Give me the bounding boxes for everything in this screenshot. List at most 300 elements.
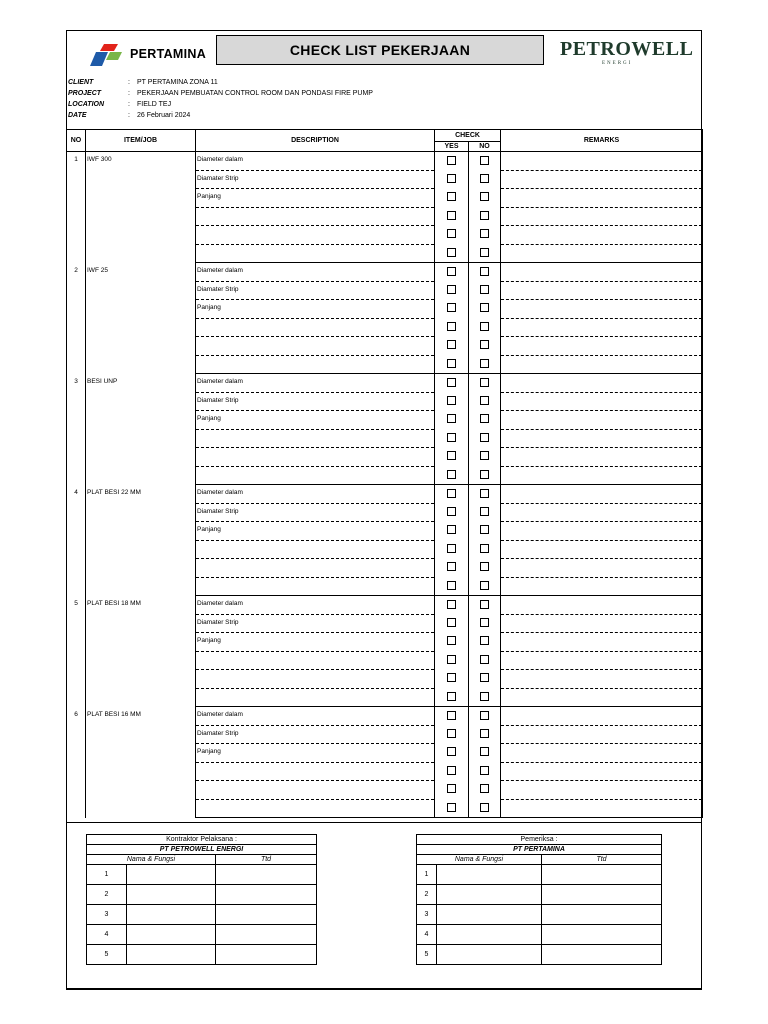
checkbox-no[interactable] bbox=[480, 285, 489, 294]
signature-table-inspector bbox=[416, 834, 662, 965]
item-job-text: PLAT BESI 18 MM bbox=[87, 599, 141, 607]
check-no-cell bbox=[469, 429, 501, 448]
description-cell[interactable] bbox=[196, 651, 435, 670]
check-yes-cell bbox=[435, 429, 469, 448]
check-no-cell bbox=[469, 485, 501, 504]
check-no-cell bbox=[469, 744, 501, 763]
check-no-cell bbox=[469, 688, 501, 707]
remarks-cell[interactable] bbox=[501, 485, 703, 504]
description-cell[interactable] bbox=[196, 189, 435, 208]
check-no-cell bbox=[469, 355, 501, 374]
check-no-cell bbox=[469, 152, 501, 171]
description-cell[interactable] bbox=[196, 762, 435, 781]
description-text: Diamater Strip bbox=[197, 174, 239, 182]
checklist-row bbox=[67, 485, 703, 504]
name-field[interactable] bbox=[127, 925, 216, 945]
info-value: 26 Februari 2024 bbox=[137, 112, 191, 119]
item-number bbox=[67, 152, 86, 263]
description-cell[interactable] bbox=[196, 318, 435, 337]
description-text bbox=[196, 226, 434, 230]
check-yes-cell bbox=[435, 374, 469, 393]
remarks-cell[interactable] bbox=[501, 559, 703, 578]
checkbox-no[interactable] bbox=[480, 562, 489, 571]
check-no-cell bbox=[469, 503, 501, 522]
check-yes-cell bbox=[435, 762, 469, 781]
checkbox-yes[interactable] bbox=[447, 414, 456, 423]
description-text: Diamater Strip bbox=[197, 618, 239, 626]
description-cell[interactable] bbox=[196, 670, 435, 689]
checkbox-no[interactable] bbox=[480, 211, 489, 220]
checkbox-yes[interactable] bbox=[447, 803, 456, 812]
check-no-cell bbox=[469, 281, 501, 300]
check-yes-cell bbox=[435, 207, 469, 226]
check-no-cell bbox=[469, 522, 501, 541]
item-job bbox=[86, 596, 196, 707]
remarks-cell[interactable] bbox=[501, 374, 703, 393]
description-text: Diamater Strip bbox=[197, 285, 239, 293]
remarks-cell[interactable] bbox=[501, 633, 703, 652]
checkbox-no[interactable] bbox=[480, 340, 489, 349]
checkbox-no[interactable] bbox=[480, 544, 489, 553]
description-text bbox=[196, 689, 434, 693]
signature-row-number: 5 bbox=[87, 945, 127, 965]
checkbox-no[interactable] bbox=[480, 747, 489, 756]
checklist-body bbox=[67, 152, 703, 818]
name-field[interactable] bbox=[127, 945, 216, 965]
name-field[interactable] bbox=[437, 925, 542, 945]
item-number-text: 6 bbox=[74, 710, 78, 718]
signature-field[interactable] bbox=[216, 905, 317, 925]
signature-field[interactable] bbox=[542, 945, 662, 965]
checkbox-no[interactable] bbox=[480, 433, 489, 442]
signature-field[interactable] bbox=[542, 865, 662, 885]
checkbox-yes[interactable] bbox=[447, 729, 456, 738]
item-job-text: IWF 25 bbox=[87, 266, 108, 274]
check-no-cell bbox=[469, 707, 501, 726]
check-yes-cell bbox=[435, 411, 469, 430]
remarks-cell[interactable] bbox=[501, 189, 703, 208]
item-number bbox=[67, 596, 86, 707]
checkbox-no[interactable] bbox=[480, 229, 489, 238]
checkbox-yes[interactable] bbox=[447, 507, 456, 516]
remarks-cell[interactable] bbox=[501, 651, 703, 670]
checkbox-no[interactable] bbox=[480, 784, 489, 793]
check-yes-cell bbox=[435, 189, 469, 208]
checkbox-no[interactable] bbox=[480, 655, 489, 664]
check-no-cell bbox=[469, 448, 501, 467]
check-yes-cell bbox=[435, 688, 469, 707]
info-row-date: DATE : 26 Februari 2024 bbox=[68, 112, 191, 119]
project-info bbox=[68, 77, 373, 121]
description-text bbox=[196, 578, 434, 582]
checkbox-no[interactable] bbox=[480, 267, 489, 276]
petrowell-logo bbox=[556, 38, 694, 68]
remarks-cell[interactable] bbox=[501, 577, 703, 596]
checkbox-no[interactable] bbox=[480, 414, 489, 423]
item-job bbox=[86, 374, 196, 485]
description-text bbox=[196, 763, 434, 767]
description-text bbox=[196, 319, 434, 323]
checkbox-yes[interactable] bbox=[447, 655, 456, 664]
description-text: Diameter dalam bbox=[197, 711, 243, 718]
checkbox-yes[interactable] bbox=[447, 340, 456, 349]
remarks-cell[interactable] bbox=[501, 318, 703, 337]
checkbox-yes[interactable] bbox=[447, 562, 456, 571]
signature-row-number: 2 bbox=[87, 885, 127, 905]
signature-field[interactable] bbox=[216, 865, 317, 885]
check-no-cell bbox=[469, 799, 501, 818]
pertamina-logo-icon bbox=[90, 38, 124, 68]
checkbox-no[interactable] bbox=[480, 766, 489, 775]
signature-table-contractor bbox=[86, 834, 317, 965]
description-text bbox=[196, 467, 434, 471]
checkbox-yes[interactable] bbox=[447, 285, 456, 294]
item-number bbox=[67, 374, 86, 485]
description-cell[interactable] bbox=[196, 411, 435, 430]
remarks-cell[interactable] bbox=[501, 207, 703, 226]
remarks-cell[interactable] bbox=[501, 355, 703, 374]
info-row-client: CLIENT : PT PERTAMINA ZONA 11 bbox=[68, 79, 218, 86]
item-job bbox=[86, 152, 196, 263]
checkbox-no[interactable] bbox=[480, 322, 489, 331]
remarks-cell[interactable] bbox=[501, 596, 703, 615]
check-yes-cell bbox=[435, 281, 469, 300]
signature-field[interactable] bbox=[542, 925, 662, 945]
remarks-cell[interactable] bbox=[501, 337, 703, 356]
checkbox-yes[interactable] bbox=[447, 267, 456, 276]
remarks-cell[interactable] bbox=[501, 448, 703, 467]
checkbox-no[interactable] bbox=[480, 636, 489, 645]
check-yes-cell bbox=[435, 300, 469, 319]
check-no-cell bbox=[469, 392, 501, 411]
remarks-cell[interactable] bbox=[501, 152, 703, 171]
description-text: Diamater Strip bbox=[197, 729, 239, 737]
remarks-cell[interactable] bbox=[501, 781, 703, 800]
remarks-cell[interactable] bbox=[501, 707, 703, 726]
description-text: Diameter dalam bbox=[197, 267, 243, 274]
info-value: FIELD TEJ bbox=[137, 101, 172, 108]
checkbox-yes[interactable] bbox=[447, 600, 456, 609]
checkbox-yes[interactable] bbox=[447, 396, 456, 405]
signature-company: PT PETROWELL ENERGI bbox=[87, 845, 317, 855]
description-cell[interactable] bbox=[196, 725, 435, 744]
name-field[interactable] bbox=[437, 885, 542, 905]
info-value: PT PERTAMINA ZONA 11 bbox=[137, 79, 218, 86]
checkbox-no[interactable] bbox=[480, 507, 489, 516]
checkbox-yes[interactable] bbox=[447, 470, 456, 479]
check-yes-cell bbox=[435, 170, 469, 189]
checkbox-no[interactable] bbox=[480, 489, 489, 498]
signature-row-number: 3 bbox=[87, 905, 127, 925]
description-cell[interactable] bbox=[196, 744, 435, 763]
check-yes-cell bbox=[435, 263, 469, 282]
checkbox-yes[interactable] bbox=[447, 766, 456, 775]
remarks-cell[interactable] bbox=[501, 392, 703, 411]
page-title: CHECK LIST PEKERJAAN bbox=[216, 35, 544, 65]
checkbox-no[interactable] bbox=[480, 378, 489, 387]
signature-field[interactable] bbox=[542, 885, 662, 905]
checkbox-yes[interactable] bbox=[447, 673, 456, 682]
checkbox-no[interactable] bbox=[480, 692, 489, 701]
signature-field[interactable] bbox=[542, 905, 662, 925]
signature-row-number: 4 bbox=[87, 925, 127, 945]
check-no-cell bbox=[469, 170, 501, 189]
description-text: Diameter dalam bbox=[197, 378, 243, 385]
item-number-text: 2 bbox=[74, 266, 78, 274]
checklist-row bbox=[67, 707, 703, 726]
check-no-cell bbox=[469, 189, 501, 208]
description-cell[interactable] bbox=[196, 170, 435, 189]
checkbox-yes[interactable] bbox=[447, 174, 456, 183]
remarks-cell[interactable] bbox=[501, 744, 703, 763]
description-text bbox=[196, 670, 434, 674]
checkbox-no[interactable] bbox=[480, 174, 489, 183]
check-no-cell bbox=[469, 670, 501, 689]
description-cell[interactable] bbox=[196, 466, 435, 485]
signature-col-name: Nama & Fungsi bbox=[87, 855, 216, 865]
info-row-location: LOCATION : FIELD TEJ bbox=[68, 101, 172, 108]
checkbox-yes[interactable] bbox=[447, 451, 456, 460]
description-cell[interactable] bbox=[196, 337, 435, 356]
description-text: Panjang bbox=[197, 637, 221, 644]
description-cell[interactable] bbox=[196, 244, 435, 263]
remarks-cell[interactable] bbox=[501, 429, 703, 448]
description-text: Diamater Strip bbox=[197, 396, 239, 404]
check-yes-cell bbox=[435, 503, 469, 522]
check-yes-cell bbox=[435, 725, 469, 744]
name-field[interactable] bbox=[437, 945, 542, 965]
check-yes-cell bbox=[435, 651, 469, 670]
checkbox-no[interactable] bbox=[480, 396, 489, 405]
check-no-cell bbox=[469, 614, 501, 633]
description-cell[interactable] bbox=[196, 707, 435, 726]
checkbox-yes[interactable] bbox=[447, 544, 456, 553]
item-number-text: 3 bbox=[74, 377, 78, 385]
signature-col-name: Nama & Fungsi bbox=[417, 855, 542, 865]
remarks-cell[interactable] bbox=[501, 762, 703, 781]
checkbox-yes[interactable] bbox=[447, 711, 456, 720]
checkbox-no[interactable] bbox=[480, 156, 489, 165]
description-text bbox=[196, 337, 434, 341]
description-text bbox=[196, 800, 434, 804]
signature-field[interactable] bbox=[216, 945, 317, 965]
remarks-cell[interactable] bbox=[501, 688, 703, 707]
remarks-cell[interactable] bbox=[501, 300, 703, 319]
signature-row-number: 5 bbox=[417, 945, 437, 965]
check-no-cell bbox=[469, 337, 501, 356]
header-no: NO bbox=[67, 130, 86, 152]
checklist-row bbox=[67, 152, 703, 171]
checkbox-yes[interactable] bbox=[447, 211, 456, 220]
description-cell[interactable] bbox=[196, 799, 435, 818]
description-text bbox=[196, 245, 434, 249]
pertamina-logo bbox=[90, 38, 210, 68]
check-yes-cell bbox=[435, 559, 469, 578]
header-check: CHECK bbox=[435, 130, 501, 142]
checkbox-yes[interactable] bbox=[447, 747, 456, 756]
checkbox-yes[interactable] bbox=[447, 322, 456, 331]
description-cell[interactable] bbox=[196, 633, 435, 652]
checkbox-no[interactable] bbox=[480, 600, 489, 609]
item-number-text: 4 bbox=[74, 488, 78, 496]
description-cell[interactable] bbox=[196, 207, 435, 226]
description-cell[interactable] bbox=[196, 522, 435, 541]
description-cell[interactable] bbox=[196, 263, 435, 282]
checkbox-no[interactable] bbox=[480, 192, 489, 201]
checkbox-yes[interactable] bbox=[447, 303, 456, 312]
remarks-cell[interactable] bbox=[501, 226, 703, 245]
checkbox-no[interactable] bbox=[480, 451, 489, 460]
remarks-cell[interactable] bbox=[501, 725, 703, 744]
description-text bbox=[196, 559, 434, 563]
item-number-text: 5 bbox=[74, 599, 78, 607]
signature-field[interactable] bbox=[216, 885, 317, 905]
petrowell-logo-text: PETROWELL bbox=[560, 38, 694, 60]
checkbox-yes[interactable] bbox=[447, 489, 456, 498]
name-field[interactable] bbox=[127, 885, 216, 905]
description-text bbox=[196, 652, 434, 656]
description-cell[interactable] bbox=[196, 485, 435, 504]
remarks-cell[interactable] bbox=[501, 799, 703, 818]
remarks-cell[interactable] bbox=[501, 614, 703, 633]
signature-row-number: 1 bbox=[417, 865, 437, 885]
info-value: PEKERJAAN PEMBUATAN CONTROL ROOM DAN PONDASI FIRE PUMP bbox=[137, 90, 373, 97]
petrowell-logo-subtext: ENERGI bbox=[602, 61, 633, 66]
checklist-row bbox=[67, 374, 703, 393]
description-cell[interactable] bbox=[196, 559, 435, 578]
name-field[interactable] bbox=[437, 865, 542, 885]
checkbox-no[interactable] bbox=[480, 359, 489, 368]
checkbox-yes[interactable] bbox=[447, 525, 456, 534]
description-text bbox=[196, 448, 434, 452]
checkbox-no[interactable] bbox=[480, 248, 489, 257]
checkbox-no[interactable] bbox=[480, 673, 489, 682]
description-text: Panjang bbox=[197, 526, 221, 533]
description-cell[interactable] bbox=[196, 355, 435, 374]
remarks-cell[interactable] bbox=[501, 263, 703, 282]
check-no-cell bbox=[469, 540, 501, 559]
remarks-cell[interactable] bbox=[501, 281, 703, 300]
check-no-cell bbox=[469, 411, 501, 430]
remarks-cell[interactable] bbox=[501, 244, 703, 263]
check-no-cell bbox=[469, 226, 501, 245]
info-label: CLIENT bbox=[68, 79, 94, 86]
checkbox-yes[interactable] bbox=[447, 156, 456, 165]
description-text: Diameter dalam bbox=[197, 489, 243, 496]
check-yes-cell bbox=[435, 614, 469, 633]
remarks-cell[interactable] bbox=[501, 670, 703, 689]
description-cell[interactable] bbox=[196, 374, 435, 393]
signature-col-sign: Ttd bbox=[216, 855, 317, 865]
remarks-cell[interactable] bbox=[501, 466, 703, 485]
check-yes-cell bbox=[435, 522, 469, 541]
check-no-cell bbox=[469, 762, 501, 781]
description-cell[interactable] bbox=[196, 448, 435, 467]
check-yes-cell bbox=[435, 744, 469, 763]
description-cell[interactable] bbox=[196, 577, 435, 596]
check-yes-cell bbox=[435, 670, 469, 689]
checkbox-yes[interactable] bbox=[447, 248, 456, 257]
checkbox-yes[interactable] bbox=[447, 433, 456, 442]
check-no-cell bbox=[469, 244, 501, 263]
check-yes-cell bbox=[435, 466, 469, 485]
description-cell[interactable] bbox=[196, 614, 435, 633]
remarks-cell[interactable] bbox=[501, 503, 703, 522]
check-no-cell bbox=[469, 559, 501, 578]
checkbox-no[interactable] bbox=[480, 525, 489, 534]
description-cell[interactable] bbox=[196, 781, 435, 800]
signature-col-sign: Ttd bbox=[542, 855, 662, 865]
checkbox-yes[interactable] bbox=[447, 692, 456, 701]
checkbox-no[interactable] bbox=[480, 729, 489, 738]
description-cell[interactable] bbox=[196, 300, 435, 319]
checkbox-no[interactable] bbox=[480, 711, 489, 720]
name-field[interactable] bbox=[437, 905, 542, 925]
checkbox-yes[interactable] bbox=[447, 636, 456, 645]
signature-row-number: 3 bbox=[417, 905, 437, 925]
description-cell[interactable] bbox=[196, 281, 435, 300]
description-text bbox=[196, 356, 434, 360]
header-item: ITEM/JOB bbox=[86, 130, 196, 152]
checkbox-yes[interactable] bbox=[447, 378, 456, 387]
check-no-cell bbox=[469, 207, 501, 226]
description-cell[interactable] bbox=[196, 226, 435, 245]
description-cell[interactable] bbox=[196, 688, 435, 707]
description-text: Panjang bbox=[197, 748, 221, 755]
checkbox-yes[interactable] bbox=[447, 581, 456, 590]
remarks-cell[interactable] bbox=[501, 170, 703, 189]
checkbox-yes[interactable] bbox=[447, 618, 456, 627]
description-cell[interactable] bbox=[196, 503, 435, 522]
description-text: Diamater Strip bbox=[197, 507, 239, 515]
checkbox-yes[interactable] bbox=[447, 359, 456, 368]
check-yes-cell bbox=[435, 781, 469, 800]
checkbox-no[interactable] bbox=[480, 803, 489, 812]
checkbox-no[interactable] bbox=[480, 618, 489, 627]
checkbox-no[interactable] bbox=[480, 470, 489, 479]
item-number bbox=[67, 485, 86, 596]
signature-title: Kontraktor Pelaksana : bbox=[87, 835, 317, 845]
checklist-row bbox=[67, 263, 703, 282]
description-cell[interactable] bbox=[196, 596, 435, 615]
signature-row-number: 4 bbox=[417, 925, 437, 945]
signature-field[interactable] bbox=[216, 925, 317, 945]
description-text bbox=[196, 430, 434, 434]
description-cell[interactable] bbox=[196, 392, 435, 411]
description-cell[interactable] bbox=[196, 540, 435, 559]
remarks-cell[interactable] bbox=[501, 411, 703, 430]
remarks-cell[interactable] bbox=[501, 522, 703, 541]
name-field[interactable] bbox=[127, 865, 216, 885]
checkbox-yes[interactable] bbox=[447, 784, 456, 793]
check-yes-cell bbox=[435, 448, 469, 467]
description-cell[interactable] bbox=[196, 429, 435, 448]
check-yes-cell bbox=[435, 318, 469, 337]
checkbox-no[interactable] bbox=[480, 303, 489, 312]
item-number-text: 1 bbox=[74, 156, 78, 163]
checkbox-no[interactable] bbox=[480, 581, 489, 590]
check-yes-cell bbox=[435, 226, 469, 245]
checkbox-yes[interactable] bbox=[447, 229, 456, 238]
check-no-cell bbox=[469, 300, 501, 319]
check-yes-cell bbox=[435, 799, 469, 818]
check-yes-cell bbox=[435, 355, 469, 374]
name-field[interactable] bbox=[127, 905, 216, 925]
remarks-cell[interactable] bbox=[501, 540, 703, 559]
checkbox-yes[interactable] bbox=[447, 192, 456, 201]
description-cell[interactable] bbox=[196, 152, 435, 171]
item-number bbox=[67, 263, 86, 374]
